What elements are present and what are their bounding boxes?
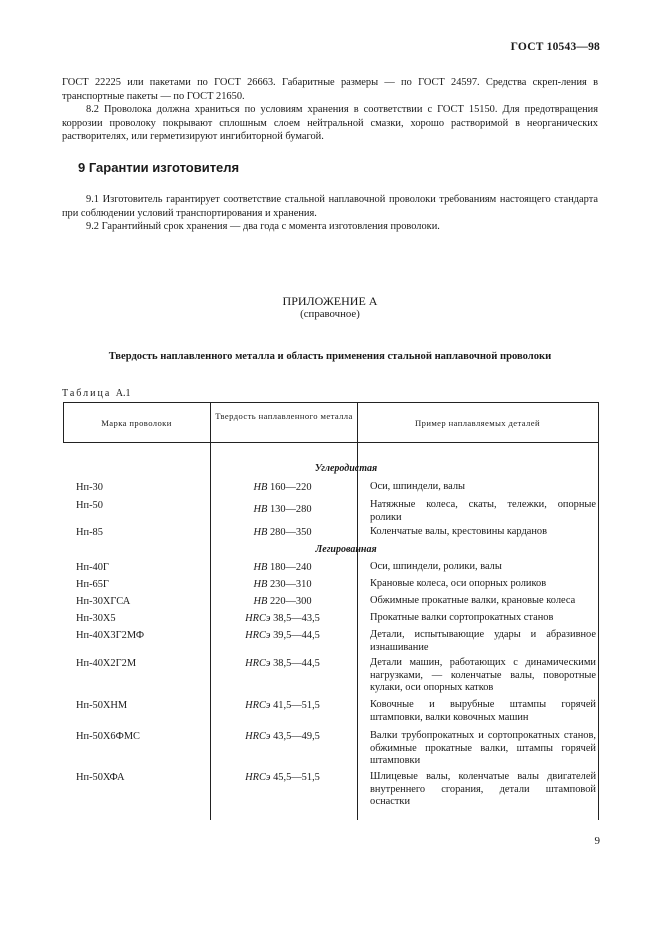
example-cell: Оси, шпиндели, валы	[370, 481, 466, 492]
example-cell: Детали машин, работающих с динамическими нагрузками, — коленчатые валы, поворотные кулаки, оси опорных катков	[370, 657, 596, 694]
hardness-cell: HRCэ 38,5—43,5	[245, 613, 320, 624]
hardness-cell: HRCэ 41,5—51,5	[245, 700, 320, 711]
example-cell: Оси, шпиндели, ролики, валы	[370, 561, 502, 572]
section-9-body	[62, 193, 598, 234]
paragraph-8-2: 8.2 Проволока должна храниться по условиям хранения в соответствии с ГОСТ 15150. Для предотвращения коррозии проволоку покрывают сплошным слоем нейтральной смазки, хорошо растворимой в неорганических растворителях, или герметизируют ингибиторной бумагой.	[62, 104, 598, 143]
example-cell: Шлицевые валы, коленчатые валы двигателей внутреннего сгорания, детали штамповой оснастки	[370, 771, 596, 808]
paragraph-9-1: 9.1 Изготовитель гарантирует соответствие стальной наплавочной проволоки требованиям настоящего стандарта при соблюдении условий транспортирования и хранения.	[62, 194, 598, 219]
group-alloyed: Легированная	[315, 544, 377, 555]
example-cell: Коленчатые валы, крестовины карданов	[370, 526, 548, 537]
grade-cell: Нп-50ХНМ	[76, 700, 128, 711]
table-caption-number: А.1	[115, 388, 131, 399]
header-grade: Марка проволоки	[101, 418, 172, 428]
hardness-cell: HB 160—220	[253, 482, 312, 493]
example-cell: Детали, испытывающие удары и абразивное изнашивание	[370, 629, 596, 653]
example-cell: Натяжные колеса, скаты, тележки, опорные ролики	[370, 499, 596, 523]
grade-cell: Нп-30	[76, 482, 103, 493]
grade-cell: Нп-30Х5	[76, 613, 116, 624]
page-number: 9	[594, 835, 600, 847]
grade-cell: Нп-50ХФА	[76, 772, 125, 783]
grade-cell: Нп-50	[76, 500, 103, 511]
grade-cell: Нп-65Г	[76, 579, 109, 590]
paragraph-8-1-tail: ГОСТ 22225 или пакетами по ГОСТ 26663. Габаритные размеры — по ГОСТ 24597. Средства скреп-ления в транспортные пакеты — по ГОСТ 21650.	[62, 77, 598, 102]
hardness-cell: HRCэ 43,5—49,5	[245, 731, 320, 742]
document-header: ГОСТ 10543—98	[510, 41, 600, 53]
hardness-cell: HB 280—350	[253, 527, 312, 538]
section-9-heading: 9 Гарантии изготовителя	[78, 160, 240, 175]
example-cell: Крановые колеса, оси опорных роликов	[370, 578, 547, 589]
hardness-cell: HB 180—240	[253, 562, 312, 573]
hardness-cell: HRCэ 45,5—51,5	[245, 772, 320, 783]
table-header-bottom-border	[63, 442, 599, 443]
paragraph-9-2: 9.2 Гарантийный срок хранения — два года с момента изготовления проволоки.	[86, 221, 440, 233]
example-cell: Ковочные и вырубные штампы горячей штамповки, валки ковочных машин	[370, 699, 596, 723]
grade-cell: Нп-30ХГСА	[76, 596, 131, 607]
header-example: Пример наплавляемых деталей	[415, 418, 540, 428]
grade-cell: Нп-40Х2Г2М	[76, 658, 137, 669]
hardness-table	[63, 402, 599, 820]
grade-cell: Нп-85	[76, 527, 103, 538]
hardness-cell: HB 230—310	[253, 579, 312, 590]
grade-cell: Нп-40Х3Г2МФ	[76, 630, 145, 641]
appendix-heading: Твердость наплавленного металла и область применения стальной наплавочной проволоки	[108, 351, 552, 362]
hardness-cell: HB 220—300	[253, 596, 312, 607]
example-cell: Валки трубопрокатных и сортопрокатных станов, обжимные прокатные валки, штампы горячей штамповки	[370, 730, 596, 767]
appendix-title: ПРИЛОЖЕНИЕ А	[282, 294, 378, 308]
header-hardness: Твердость наплавленного металла	[215, 411, 353, 421]
example-cell: Прокатные валки сортопрокатных станов	[370, 612, 554, 623]
table-top-border	[63, 402, 599, 403]
table-caption	[62, 387, 131, 400]
hardness-cell: HRCэ 39,5—44,5	[245, 630, 320, 641]
group-carbon: Углеродистая	[314, 463, 378, 474]
appendix-subtitle: (справочное)	[300, 308, 360, 320]
grade-cell: Нп-40Г	[76, 562, 109, 573]
hardness-cell: HRCэ 38,5—44,5	[245, 658, 320, 669]
continued-text	[62, 76, 598, 144]
example-cell: Обжимные прокатные валки, крановые колеса	[370, 595, 576, 606]
table-caption-label: Таблица	[62, 388, 112, 399]
grade-cell: Нп-50Х6ФМС	[76, 731, 140, 742]
hardness-cell: HB 130—280	[253, 504, 312, 515]
